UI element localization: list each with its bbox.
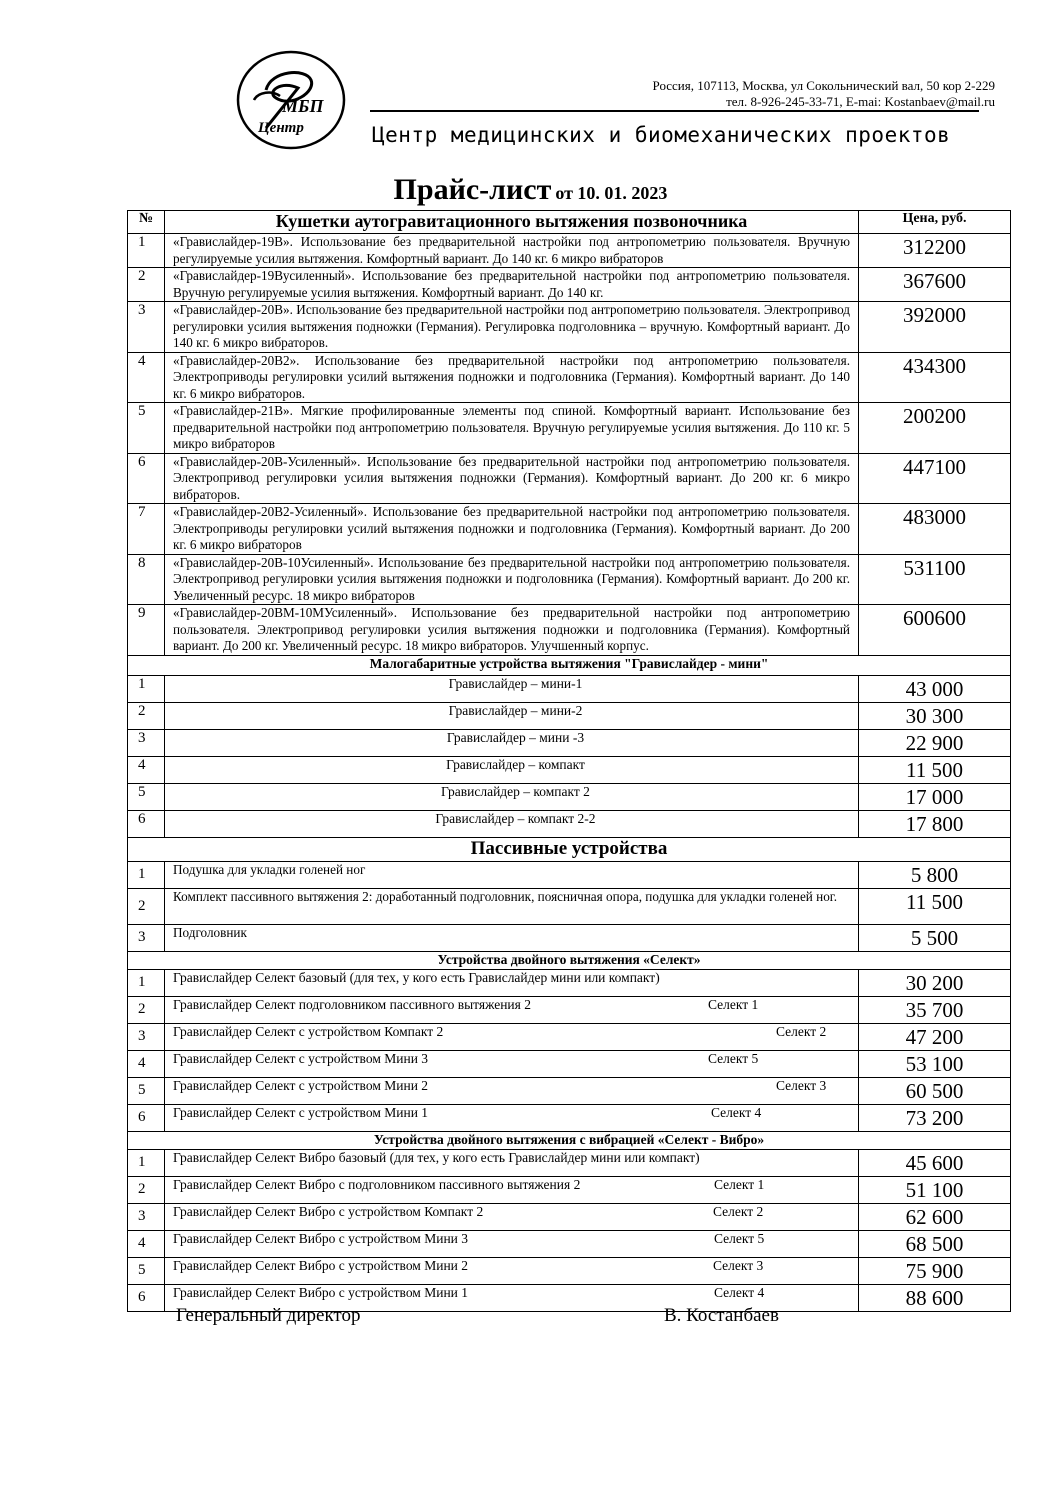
company-logo (236, 50, 346, 150)
organization-name: Центр медицинских и биомеханических проектов (372, 123, 951, 147)
product-price: 483000 (859, 504, 1011, 555)
product-description: Подушка для укладки голеней ног (165, 861, 859, 888)
row-number: 2 (128, 888, 165, 924)
row-number: 7 (128, 504, 165, 555)
product-price: 30 200 (859, 969, 1011, 996)
product-description: Комплект пассивного вытяжения 2: доработанный подголовник, поясничная опора, подушка для укладки голеней ног. (165, 888, 859, 924)
product-description: Гравислайдер Селект с устройством Мини 3 (173, 1050, 429, 1066)
section-title-mini: Малогабаритные устройства вытяжения "Гравислайдер - мини" (128, 655, 1011, 675)
product-description: Гравислайдер Селект подголовником пассивного вытяжения 2 (173, 996, 531, 1012)
vibro-row (128, 1203, 1011, 1230)
product-price: 68 500 (859, 1230, 1011, 1257)
row-number: 1 (128, 675, 165, 702)
product-price: 392000 (859, 302, 1011, 353)
product-price: 62 600 (859, 1203, 1011, 1230)
select-tag: Селект 2 (713, 1203, 764, 1219)
select-row (128, 996, 1011, 1023)
row-number: 5 (128, 1077, 165, 1104)
vibro-row (128, 1176, 1011, 1203)
select-tag: Селект 3 (713, 1257, 764, 1273)
row-number: 2 (128, 268, 165, 302)
section-header-row (128, 837, 1011, 861)
couch-row (128, 453, 1011, 504)
product-price: 88 600 (859, 1284, 1011, 1311)
row-number: 2 (128, 996, 165, 1023)
select-tag: Селект 2 (776, 1023, 827, 1039)
select-row (128, 1023, 1011, 1050)
section-title-select: Устройства двойного вытяжения «Селект» (128, 951, 1011, 969)
product-price: 312200 (859, 234, 1011, 268)
row-number: 3 (128, 1203, 165, 1230)
vibro-row (128, 1149, 1011, 1176)
row-number: 3 (128, 1023, 165, 1050)
phone-email-line: тел. 8-926-245-33-71, E-mai: Kostanbaev@mail.ru (726, 94, 995, 109)
section-title-passive: Пассивные устройства (128, 837, 1011, 861)
product-price: 447100 (859, 453, 1011, 504)
product-description: Гравислайдер Селект Вибро с устройством Компакт 2 (173, 1203, 484, 1219)
product-description: «Гравислайдер-19В». Использование без предварительной настройки под антропометрию пользователя. Вручную регулируемые усилия вытяжения. Комфортный вариант. До 140 кг. 6 микро вибраторов (165, 234, 859, 268)
product-description: «Гравислайдер-20В2». Использование без предварительной настройки под антропометрию пользователя. Электроприводы регулировки усилий вытяжения подножки и подголовника (Германия). Комфортный вариант. До 140 кг. 6 микро вибраторов. (165, 352, 859, 403)
couch-row (128, 234, 1011, 268)
row-number: 2 (128, 1176, 165, 1203)
row-number: 1 (128, 969, 165, 996)
couch-row (128, 554, 1011, 605)
row-number: 1 (128, 861, 165, 888)
product-name: Гравислайдер – мини-1 (165, 675, 859, 702)
couch-row (128, 403, 1011, 454)
product-description: «Гравислайдер-20ВМ-10МУсиленный». Использование без предварительной настройки под антропометрию пользователя. Электропривод регулировки усилия вытяжения подножки и подголовника (Германия). Комфортный вариант. До 200 кг. Увеличенный ресурс. 18 микро вибраторов. Улучшенный корпус. (165, 605, 859, 656)
passive-row (128, 924, 1011, 951)
select-tag: Селект 3 (776, 1077, 827, 1093)
product-name: Гравислайдер – компакт (165, 756, 859, 783)
product-price: 43 000 (859, 675, 1011, 702)
section-header-row (128, 951, 1011, 969)
signature-name: В. Костанбаев (664, 1305, 779, 1326)
mini-row (128, 783, 1011, 810)
couch-row (128, 352, 1011, 403)
select-row (128, 1077, 1011, 1104)
passive-row (128, 888, 1011, 924)
address-line: Россия, 107113, Москва, ул Сокольнический вал, 50 кор 2-229 (652, 78, 995, 93)
page-title (0, 173, 1061, 207)
contact-block (653, 78, 995, 110)
row-number: 4 (128, 1050, 165, 1077)
title-date: от 10. 01. 2023 (555, 183, 668, 203)
title-main: Прайс-лист (393, 173, 552, 206)
product-description: Гравислайдер Селект Вибро базовый (для тех, у кого есть Гравислайдер мини или компакт) (173, 1149, 700, 1165)
product-price: 22 900 (859, 729, 1011, 756)
product-price: 60 500 (859, 1077, 1011, 1104)
section-header-row (128, 1131, 1011, 1149)
header-divider (370, 110, 979, 112)
row-number: 3 (128, 302, 165, 353)
product-description: Гравислайдер Селект базовый (для тех, у кого есть Гравислайдер мини или компакт) (173, 969, 660, 985)
product-price: 51 100 (859, 1176, 1011, 1203)
column-number-header: № (128, 211, 165, 234)
product-price: 600600 (859, 605, 1011, 656)
product-price: 53 100 (859, 1050, 1011, 1077)
product-price: 17 000 (859, 783, 1011, 810)
row-number: 4 (128, 352, 165, 403)
select-tag: Селект 1 (714, 1176, 765, 1192)
price-table (127, 210, 1011, 1312)
product-description: Гравислайдер Селект Вибро с устройством Мини 2 (173, 1257, 469, 1273)
product-price: 5 800 (859, 861, 1011, 888)
row-number: 4 (128, 756, 165, 783)
mini-row (128, 756, 1011, 783)
section-title-vibro: Устройства двойного вытяжения с вибрацией «Селект - Вибро» (128, 1131, 1011, 1149)
row-number: 6 (128, 453, 165, 504)
product-price: 45 600 (859, 1149, 1011, 1176)
product-name: Гравислайдер – мини -3 (165, 729, 859, 756)
row-number: 8 (128, 554, 165, 605)
product-price: 47 200 (859, 1023, 1011, 1050)
logo-text-mbp: МБП (282, 96, 324, 116)
logo-text-center: Центр (258, 120, 304, 136)
product-description: «Гравислайдер-21В». Мягкие профилированные элементы под спиной. Комфортный вариант. Использование без предварительной настройки под антропометрию пользователя. Вручную регулируемые усилия вытяжения. До 110 кг. 5 микро вибраторов (165, 403, 859, 454)
mini-row (128, 729, 1011, 756)
product-description: Гравислайдер Селект Вибро с устройством Мини 3 (173, 1230, 469, 1246)
select-tag: Селект 1 (708, 996, 759, 1012)
product-price: 75 900 (859, 1257, 1011, 1284)
select-tag: Селект 4 (714, 1284, 765, 1300)
couch-row (128, 302, 1011, 353)
product-name: Гравислайдер – компакт 2 (165, 783, 859, 810)
product-price: 200200 (859, 403, 1011, 454)
product-description: Гравислайдер Селект Вибро с подголовником пассивного вытяжения 2 (173, 1176, 581, 1192)
row-number: 3 (128, 729, 165, 756)
row-number: 3 (128, 924, 165, 951)
row-number: 6 (128, 810, 165, 837)
product-description: «Гравислайдер-19Вусиленный». Использование без предварительной настройки под антропометрию пользователя. Вручную регулируемые усилия вытяжения. Комфортный вариант. До 140 кг. (165, 268, 859, 302)
mini-row (128, 810, 1011, 837)
select-tag: Селект 5 (714, 1230, 765, 1246)
product-description: Подголовник (165, 924, 859, 951)
couch-row (128, 268, 1011, 302)
mini-row (128, 675, 1011, 702)
row-number: 6 (128, 1284, 165, 1311)
vibro-row (128, 1230, 1011, 1257)
product-price: 531100 (859, 554, 1011, 605)
row-number: 5 (128, 1257, 165, 1284)
product-price: 35 700 (859, 996, 1011, 1023)
row-number: 5 (128, 403, 165, 454)
row-number: 5 (128, 783, 165, 810)
row-number: 4 (128, 1230, 165, 1257)
product-price: 434300 (859, 352, 1011, 403)
product-price: 17 800 (859, 810, 1011, 837)
row-number: 1 (128, 234, 165, 268)
row-number: 1 (128, 1149, 165, 1176)
product-price: 11 500 (859, 756, 1011, 783)
product-description: «Гравислайдер-20В-10Усиленный». Использование без предварительной настройки под антропометрию пользователя. Электропривод регулировки усилия вытяжения подножки и подголовника (Германия). Комфортный вариант. До 200 кг. Увеличенный ресурс. 18 микро вибраторов (165, 554, 859, 605)
product-description: «Гравислайдер-20В2-Усиленный». Использование без предварительной настройки под антропометрию пользователя. Электроприводы регулировки усилий вытяжения подножки и подголовника (Германия). Комфортный вариант. До 200 кг. 6 микро вибраторов (165, 504, 859, 555)
row-number: 2 (128, 702, 165, 729)
couch-row (128, 504, 1011, 555)
product-price: 5 500 (859, 924, 1011, 951)
product-description: «Гравислайдер-20В». Использование без предварительной настройки под антропометрию пользователя. Электропривод регулировки усилия вытяжения подножки (Германия). Регулировка подголовника – вручную. Комфортный вариант. До 140 кг. 6 микро вибраторов. (165, 302, 859, 353)
select-row (128, 969, 1011, 996)
product-name: Гравислайдер – мини-2 (165, 702, 859, 729)
product-description: «Гравислайдер-20В-Усиленный». Использование без предварительной настройки под антропометрию пользователя. Электропривод регулировки усилия вытяжения подножки (Германия). Комфортный вариант. До 200 кг. 6 микро вибраторов. (165, 453, 859, 504)
product-description: Гравислайдер Селект с устройством Компакт 2 (173, 1023, 444, 1039)
passive-row (128, 861, 1011, 888)
select-tag: Селект 5 (708, 1050, 759, 1066)
product-description: Гравислайдер Селект Вибро с устройством Мини 1 (173, 1284, 469, 1300)
product-name: Гравислайдер – компакт 2-2 (165, 810, 859, 837)
signature-position: Генеральный директор (176, 1305, 361, 1326)
product-price: 11 500 (859, 888, 1011, 924)
mini-row (128, 702, 1011, 729)
row-number: 9 (128, 605, 165, 656)
product-description: Гравислайдер Селект с устройством Мини 1 (173, 1104, 429, 1120)
column-price-header: Цена, руб. (859, 211, 1011, 234)
vibro-row (128, 1257, 1011, 1284)
product-description: Гравислайдер Селект с устройством Мини 2 (173, 1077, 429, 1093)
couch-row (128, 605, 1011, 656)
row-number: 6 (128, 1104, 165, 1131)
product-price: 73 200 (859, 1104, 1011, 1131)
select-tag: Селект 4 (711, 1104, 762, 1120)
select-row (128, 1050, 1011, 1077)
select-row (128, 1104, 1011, 1131)
product-price: 367600 (859, 268, 1011, 302)
column-title-header: Кушетки аутогравитационного вытяжения позвоночника (165, 211, 859, 234)
product-price: 30 300 (859, 702, 1011, 729)
table-header-row (128, 211, 1011, 234)
section-header-row (128, 655, 1011, 675)
